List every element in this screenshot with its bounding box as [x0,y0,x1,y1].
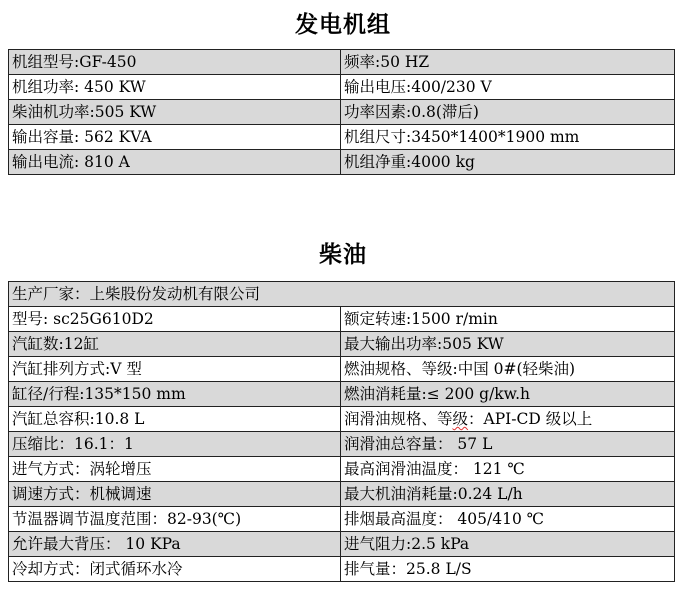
table-row [9,557,675,582]
table-row [9,482,675,507]
spec-cell: 机组型号:GF-450 [9,50,341,75]
spellcheck-mark: 级 [452,410,469,428]
table-row [9,357,675,382]
table-row [9,532,675,557]
spec-cell: 额定转速:1500 r/min [341,307,675,332]
spec-cell: 输出电压:400/230 V [341,75,675,100]
spec-cell: 最高润滑油温度： 121 ℃ [341,457,675,482]
spec-cell: 频率:50 HZ [341,50,675,75]
table-row [9,432,675,457]
table-row [9,282,675,307]
spec-cell: 机组尺寸:3450*1400*1900 mm [341,125,675,150]
table-row [9,150,675,175]
spec-cell: 输出容量: 562 KVA [9,125,341,150]
spec-cell: 进气阻力:2.5 kPa [341,532,675,557]
spec-cell: 柴油机功率:505 KW [9,100,341,125]
spec-cell: 进气方式：涡轮增压 [9,457,341,482]
table-row [9,332,675,357]
spec-cell: 润滑油总容量： 57 L [341,432,675,457]
spec-cell: 润滑油规格、等级：API-CD 级以上 [341,407,675,432]
spec-cell: 最大输出功率:505 KW [341,332,675,357]
generator-spec-table [8,49,675,175]
table-row [9,125,675,150]
spec-cell: 汽缸排列方式:V 型 [9,357,341,382]
table-row [9,457,675,482]
spec-cell: 功率因素:0.8(滞后) [341,100,675,125]
table-row [9,407,675,432]
table-row [9,100,675,125]
spec-cell: 排烟最高温度： 405/410 ℃ [341,507,675,532]
spec-cell: 最大机油消耗量:0.24 L/h [341,482,675,507]
table-row [9,507,675,532]
spec-cell: 型号: sc25G610D2 [9,307,341,332]
generator-section-title: 发电机组 [295,11,391,38]
spec-cell: 排气量：25.8 L/S [341,557,675,582]
table-row [9,307,675,332]
spec-cell: 燃油规格、等级:中国 0#(轻柴油) [341,357,675,382]
spec-cell: 输出电流: 810 A [9,150,341,175]
spec-cell: 汽缸总容积:10.8 L [9,407,341,432]
spec-cell: 调速方式：机械调速 [9,482,341,507]
diesel-spec-table [8,281,675,582]
spec-cell: 允许最大背压： 10 KPa [9,532,341,557]
spec-cell: 压缩比：16.1：1 [9,432,341,457]
table-row [9,382,675,407]
spec-cell: 机组功率: 450 KW [9,75,341,100]
spec-cell: 汽缸数:12缸 [9,332,341,357]
diesel-section-title: 柴油 [319,241,367,268]
spec-cell: 机组净重:4000 kg [341,150,675,175]
spec-cell: 缸径/行程:135*150 mm [9,382,341,407]
table-row [9,75,675,100]
spec-cell: 冷却方式：闭式循环水冷 [9,557,341,582]
table-row [9,50,675,75]
spec-cell: 燃油消耗量:≤ 200 g/kw.h [341,382,675,407]
manufacturer-cell: 生产厂家：上柴股份发动机有限公司 [9,282,675,307]
spec-cell: 节温器调节温度范围：82-93(℃) [9,507,341,532]
